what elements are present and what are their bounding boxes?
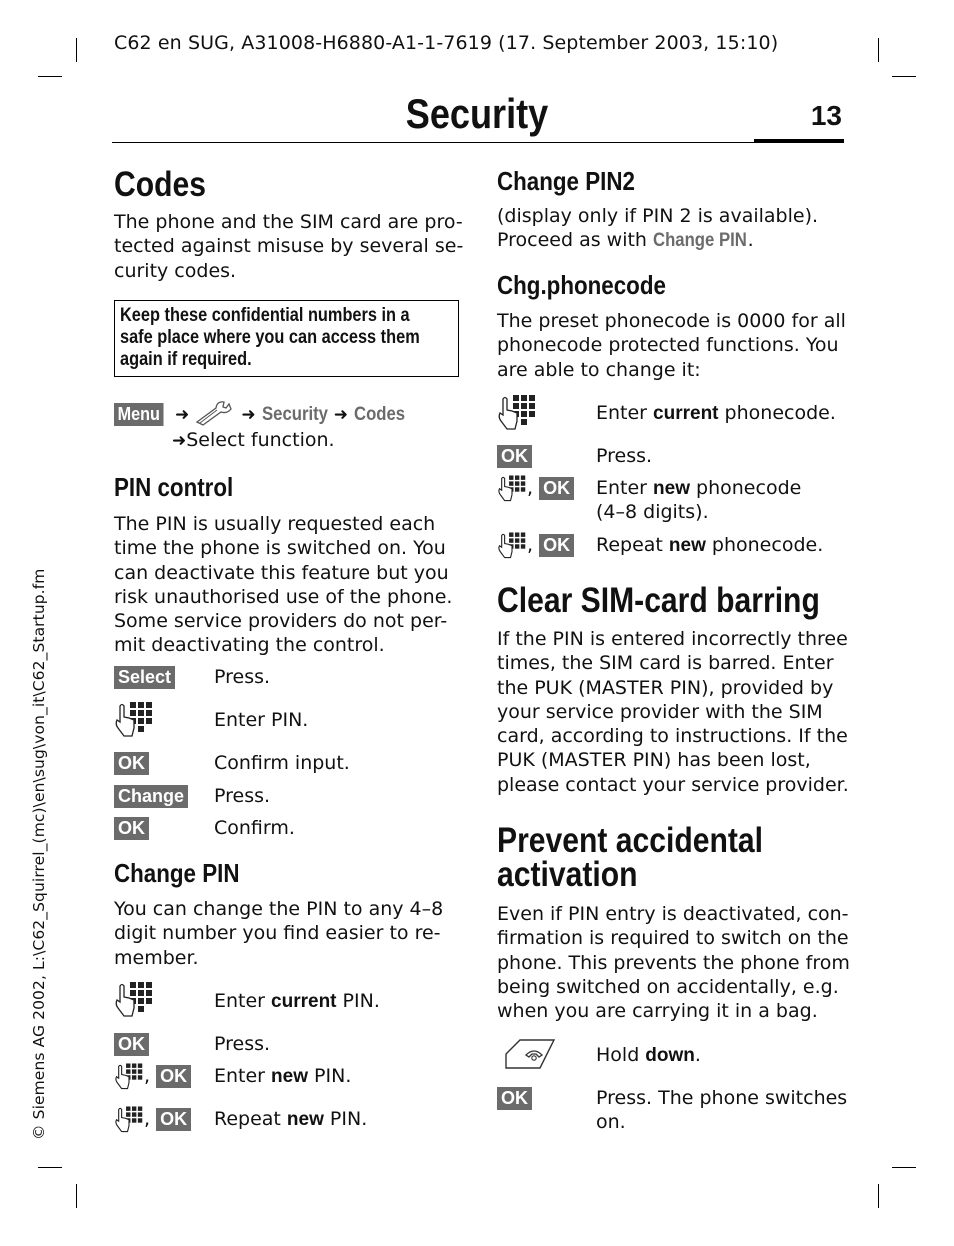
change-pin2-heading: Change PIN2 [497, 166, 635, 196]
step-select-key: Select [114, 665, 175, 689]
side-copyright: © Siemens AG 2002, L:\C62_Squirrel_(mc)\en\sug\von_it\C62_Startup.fm [30, 568, 48, 1140]
step-ok-key: OK [497, 1086, 532, 1110]
step-change-key: Change [114, 784, 188, 808]
step-key-combo: , OK [527, 533, 574, 557]
step-text: Press. [596, 445, 653, 467]
step-key-combo: , OK [527, 476, 574, 500]
step-ok-key: OK [497, 444, 532, 468]
page-title: Security [405, 90, 549, 137]
codes-heading: Codes [114, 165, 206, 204]
prevent-heading-line-2: activation [497, 855, 638, 894]
keypad-icon [114, 980, 154, 1018]
change-pin2-body: (display only if PIN 2 is available). Proceed as with Change PIN. [497, 204, 818, 254]
step-ok-key: OK [114, 1032, 149, 1056]
end-call-key-icon [504, 1038, 556, 1070]
step-text: on. [596, 1111, 626, 1133]
step-text: Press. [214, 1033, 271, 1055]
arrow-icon: ➜ [172, 431, 187, 451]
prevent-body: Even if PIN entry is deactivated, con- firmation is required to switch on the phone. This prevents the phone from being switched on accidentally, e.g. when you are carrying it in a bag. [497, 903, 850, 1023]
step-ok-key: OK [114, 816, 149, 840]
pin-control-body: The PIN is usually requested each time the phone is switched on. You can deactivate this feature but you risk unauthorised use of the phone. Some service providers do not per- mit deactivating the control. [114, 513, 453, 657]
menu-key: Menu [114, 403, 164, 426]
keypad-icon [497, 531, 527, 559]
select-function: ➜Select function. [172, 429, 335, 451]
step-text: Enter new PIN. [214, 1065, 352, 1087]
keypad-icon [497, 393, 537, 431]
step-text: Press. The phone switches [596, 1087, 848, 1109]
step-text: Enter new phonecode [596, 477, 802, 499]
document-header: C62 en SUG, A31008-H6880-A1-1-7619 (17. September 2003, 15:10) [114, 32, 779, 54]
confidential-notice: Keep these confidential numbers in a safe place where you can access them again if required. [114, 300, 459, 377]
step-text: Enter current phonecode. [596, 402, 836, 424]
step-text: Enter PIN. [214, 709, 309, 731]
chg-phonecode-body: The preset phonecode is 0000 for all phonecode protected functions. You are able to change it: [497, 310, 846, 381]
step-text: Press. [214, 666, 271, 688]
clear-sim-heading: Clear SIM-card barring [497, 581, 820, 620]
step-key-combo: , OK [144, 1064, 191, 1088]
arrow-icon: ➜ [175, 405, 190, 425]
menu-codes: Codes [354, 404, 406, 425]
arrow-icon: ➜ [241, 405, 256, 425]
step-text: Confirm. [214, 817, 295, 839]
change-pin-reference: Change PIN [653, 230, 747, 252]
step-ok-key: OK [114, 751, 149, 775]
change-pin-body: You can change the PIN to any 4–8 digit number you find easier to re- member. [114, 898, 444, 969]
keypad-icon [114, 700, 154, 738]
step-text: Repeat new PIN. [214, 1108, 368, 1130]
title-rule [112, 142, 844, 143]
page-number: 13 [810, 100, 842, 131]
page-number-rule [754, 139, 844, 143]
wrench-icon [195, 400, 235, 426]
step-text: Press. [214, 785, 271, 807]
menu-path [114, 400, 412, 427]
step-text: (4–8 digits). [596, 501, 709, 523]
step-key-combo: , OK [144, 1107, 191, 1131]
change-pin-heading: Change PIN [114, 858, 240, 888]
prevent-heading-line-1: Prevent accidental [497, 821, 764, 860]
menu-security: Security [261, 404, 328, 425]
codes-body: The phone and the SIM card are pro- tected against misuse by several se- curity codes. [114, 211, 464, 282]
step-text: Hold down. [596, 1044, 701, 1066]
pin-control-heading: PIN control [114, 472, 234, 502]
clear-sim-body: If the PIN is entered incorrectly three times, the SIM card is barred. Enter the PUK (MASTER PIN), provided by your service provider with the SIM card, according to instructions. If the PUK (MASTER PIN) has been lost, please contact your service provider. [497, 628, 849, 796]
step-text: Enter current PIN. [214, 990, 380, 1012]
step-text: Repeat new phonecode. [596, 534, 824, 556]
keypad-icon [114, 1062, 144, 1090]
chg-phonecode-heading: Chg.phonecode [497, 270, 666, 300]
keypad-icon [497, 474, 527, 502]
step-text: Confirm input. [214, 752, 350, 774]
keypad-icon [114, 1105, 144, 1133]
arrow-icon: ➜ [333, 405, 348, 425]
